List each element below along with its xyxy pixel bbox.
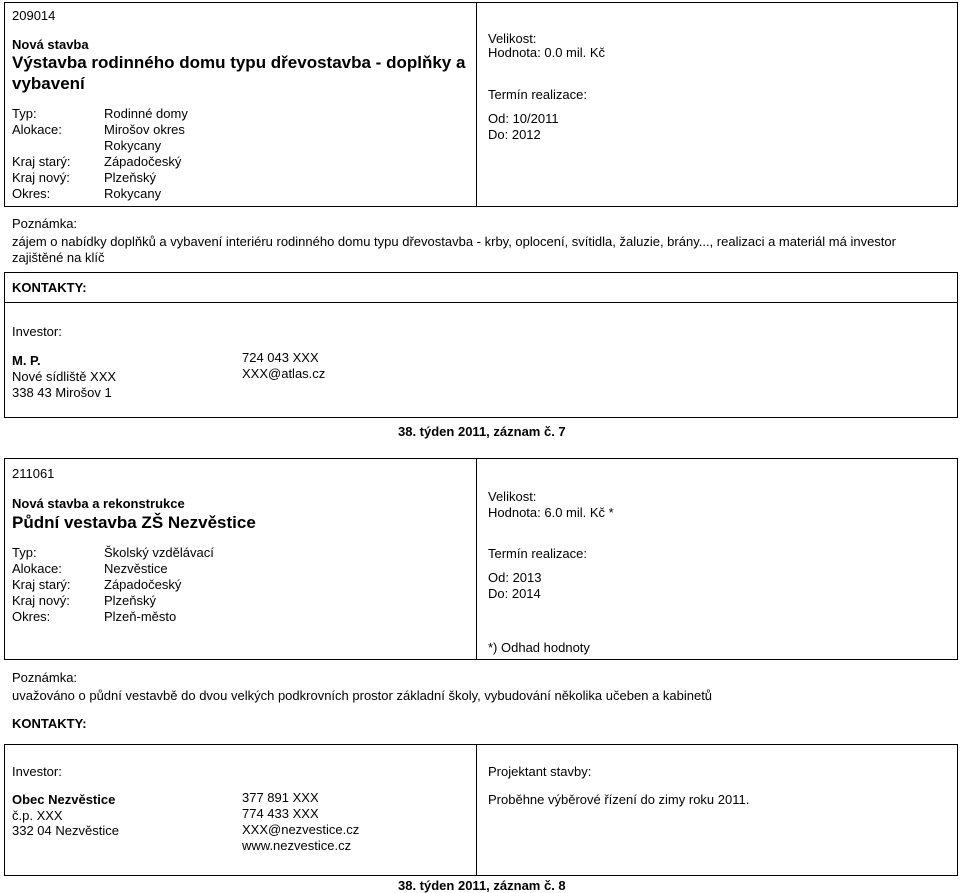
- record-2-web[interactable]: www.nezvestice.cz: [242, 838, 352, 853]
- detail-key: Alokace:: [12, 561, 62, 576]
- record-2-note-label: Poznámka:: [12, 670, 78, 685]
- detail-row: [12, 122, 185, 138]
- record-2-to: Do: 2014: [488, 586, 541, 601]
- record-1-contacts-label: KONTAKTY:: [12, 280, 87, 295]
- record-1-investor-addr2: 338 43 Mirošov 1: [12, 385, 112, 400]
- record-2-term-label: Termín realizace:: [488, 546, 587, 561]
- detail-row: [12, 593, 156, 609]
- record-2-estimate-note: *) Odhad hodnoty: [488, 640, 590, 655]
- detail-value: Rodinné domy: [104, 106, 188, 121]
- record-1-type: Nová stavba: [12, 37, 89, 52]
- record-2-investor-addr1: č.p. XXX: [12, 808, 63, 823]
- record-2-value: Hodnota: 6.0 mil. Kč *: [488, 505, 614, 520]
- detail-value: Rokycany: [104, 186, 162, 201]
- record-2-header-divider: [476, 458, 477, 660]
- record-1-investor-addr1: Nové sídliště XXX: [12, 369, 117, 384]
- record-1-note-line2: zajištěné na klíč: [12, 250, 105, 265]
- detail-value: Plzeňský: [104, 170, 157, 185]
- detail-value: Nezvěstice: [104, 561, 168, 576]
- record-1-title: Výstavba rodinného domu typu dřevostavba - doplňky a vybavení: [12, 53, 466, 93]
- record-2-investor-addr2: 332 04 Nezvěstice: [12, 823, 119, 838]
- detail-value: Západočeský: [104, 154, 182, 169]
- detail-value: Západočeský: [104, 577, 182, 592]
- record-2-phone1: 377 891 XXX: [242, 790, 319, 805]
- record-2-from: Od: 2013: [488, 570, 542, 585]
- record-2-type: Nová stavba a rekonstrukce: [12, 496, 185, 511]
- detail-key: Kraj starý:: [12, 154, 71, 169]
- record-2-id: 211061: [12, 466, 55, 481]
- record-1-footer: 38. týden 2011, záznam č. 7: [398, 424, 566, 439]
- record-2-contacts-label: KONTAKTY:: [12, 716, 87, 731]
- detail-value: Plzeň-město: [104, 609, 177, 624]
- detail-value: Školský vzdělávací: [104, 545, 214, 560]
- detail-value: Mirošov okres: [104, 122, 185, 137]
- record-2-contacts-box: [4, 744, 958, 876]
- record-2-footer: 38. týden 2011, záznam č. 8: [398, 878, 566, 893]
- detail-key: Kraj nový:: [12, 170, 70, 185]
- record-2-phone2: 774 433 XXX: [242, 806, 319, 821]
- record-2-investor-label: Investor:: [12, 764, 62, 779]
- record-1-id: 209014: [12, 8, 56, 23]
- detail-row: [12, 609, 176, 625]
- detail-row: [12, 138, 161, 154]
- detail-key: Okres:: [12, 186, 51, 201]
- detail-row: [12, 154, 181, 170]
- record-1-investor-name: M. P.: [12, 353, 41, 368]
- detail-key: Okres:: [12, 609, 51, 624]
- record-1-contacts-box: [4, 272, 958, 418]
- record-1-to: Do: 2012: [488, 127, 541, 142]
- record-1-header-divider: [476, 2, 477, 207]
- record-1-from: Od: 10/2011: [488, 111, 559, 126]
- detail-row: [12, 186, 161, 202]
- record-1-phone: 724 043 XXX: [242, 350, 319, 365]
- record-1-term-label: Termín realizace:: [488, 87, 587, 102]
- detail-key: Kraj starý:: [12, 577, 71, 592]
- detail-row: [12, 545, 214, 561]
- record-1-contacts-divider: [4, 302, 958, 303]
- record-2-contacts-divider: [476, 744, 477, 876]
- record-1-investor-label: Investor:: [12, 324, 62, 339]
- record-2-title: Půdní vestavba ZŠ Nezvěstice: [12, 513, 256, 532]
- detail-key: Kraj nový:: [12, 593, 70, 608]
- record-2-investor-name: Obec Nezvěstice: [12, 792, 116, 807]
- detail-value: Plzeňský: [104, 593, 157, 608]
- detail-row: [12, 106, 188, 122]
- detail-row: [12, 170, 156, 186]
- record-2-designer-label: Projektant stavby:: [488, 764, 592, 779]
- detail-value: Rokycany: [104, 138, 162, 153]
- detail-key: Typ:: [12, 545, 37, 560]
- detail-key: Typ:: [12, 106, 37, 121]
- record-1-email[interactable]: XXX@atlas.cz: [242, 366, 326, 381]
- record-2-size-label: Velikost:: [488, 489, 537, 504]
- record-1-size-label: Velikost:: [488, 31, 537, 46]
- detail-row: [12, 577, 181, 593]
- record-2-note-line1: uvažováno o půdní vestavbě do dvou velkých podkrovních prostor základní školy, vybudování několika učeben a kabinetů: [12, 688, 713, 703]
- record-2-designer-text: Proběhne výběrové řízení do zimy roku 2011.: [488, 792, 750, 807]
- detail-row: [12, 561, 168, 577]
- detail-key: Alokace:: [12, 122, 62, 137]
- record-1-note-line1: zájem o nabídky doplňků a vybavení interiéru rodinného domu typu dřevostavba - krby, oplocení, svítidla, žaluzie, brány..., realizaci a materiál má investor: [12, 234, 896, 249]
- record-1-note-label: Poznámka:: [12, 216, 78, 231]
- record-1-value: Hodnota: 0.0 mil. Kč: [488, 45, 606, 60]
- record-2-email[interactable]: XXX@nezvestice.cz: [242, 822, 360, 837]
